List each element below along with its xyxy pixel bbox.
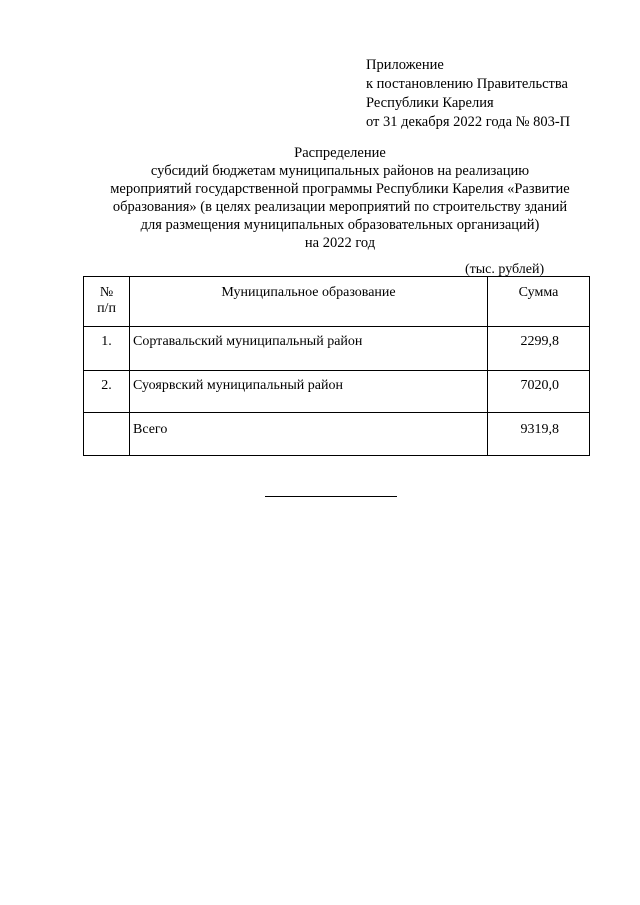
row-number: 1. — [84, 327, 130, 371]
annex-line-2: к постановлению Правительства — [366, 76, 568, 92]
row-name: Суоярвский муниципальный район — [130, 371, 488, 413]
annex-line-3: Республики Карелия — [366, 95, 494, 111]
units-label: (тыс. рублей) — [465, 262, 545, 277]
distribution-table — [83, 276, 590, 456]
row-sum: 2299,8 — [488, 327, 590, 371]
row-number: 2. — [84, 371, 130, 413]
header-number-line-2: п/п — [97, 301, 116, 316]
table-total-row — [84, 413, 590, 456]
header-number — [84, 277, 130, 327]
header-number-line-1: № — [99, 285, 114, 300]
header-sum: Сумма — [488, 277, 590, 327]
heading-line-2: субсидий бюджетам муниципальных районов на реализацию — [150, 163, 530, 179]
heading-line-5: для размещения муниципальных образовательных организаций) — [140, 217, 540, 233]
heading-line-4: образования» (в целях реализации мероприятий по строительству зданий — [112, 199, 568, 215]
row-sum: 9319,8 — [488, 413, 590, 456]
closing-rule — [265, 496, 397, 497]
table-row — [84, 371, 590, 413]
heading-line-6: на 2022 год — [304, 235, 376, 251]
heading-line-3: мероприятий государственной программы Республики Карелия «Развитие — [110, 181, 570, 197]
heading-line-1: Распределение — [294, 145, 386, 161]
table-row — [84, 327, 590, 371]
row-name: Всего — [130, 413, 488, 456]
row-sum: 7020,0 — [488, 371, 590, 413]
annex-line-1: Приложение — [366, 57, 444, 73]
row-name: Сортавальский муниципальный район — [130, 327, 488, 371]
table-header-row — [84, 277, 590, 327]
row-number — [84, 413, 130, 456]
annex-line-4: от 31 декабря 2022 года № 803-П — [366, 114, 571, 130]
annex-block — [366, 56, 570, 132]
header-name: Муниципальное образование — [130, 277, 488, 327]
document-heading — [70, 144, 610, 252]
